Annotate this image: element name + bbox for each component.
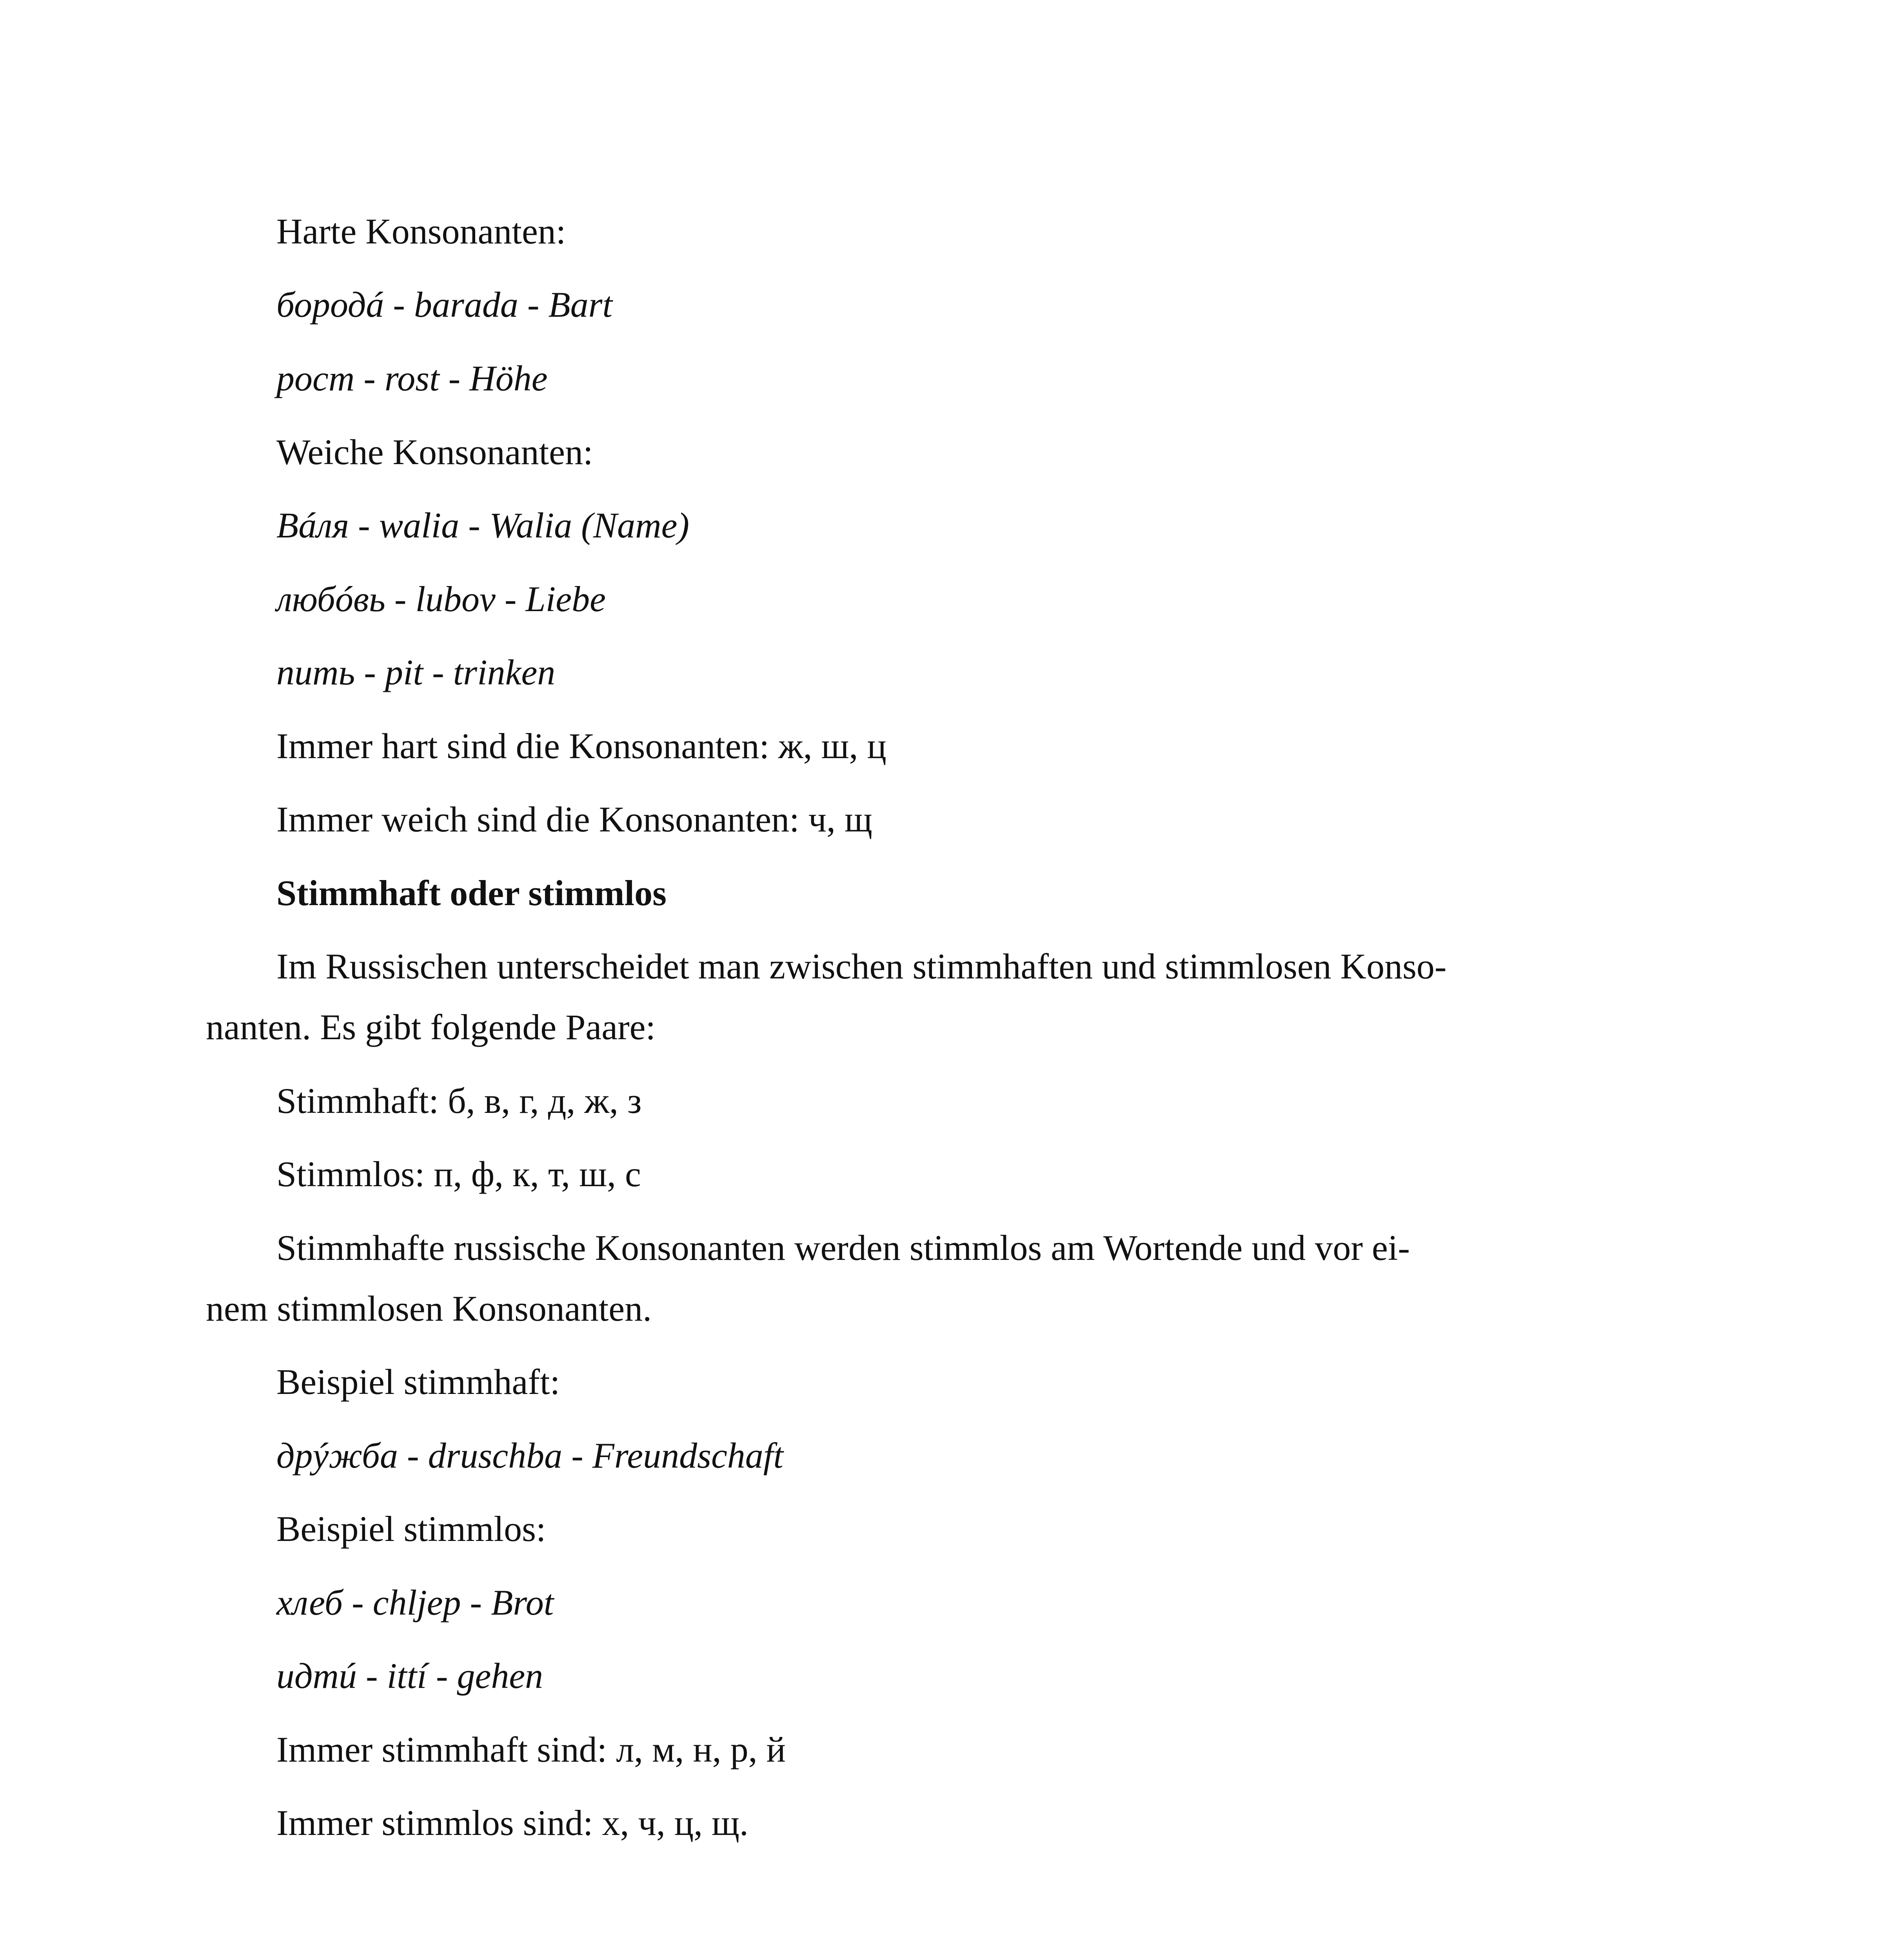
text-line-stimmhaft-pairs: Stimmhaft: б, в, г, д, ж, з <box>276 1081 642 1121</box>
example-line-lubov: любóвь - lubov - Liebe <box>276 579 606 619</box>
text-line-beispiel-stimmlos: Beispiel stimmlos: <box>276 1509 546 1549</box>
text-line-beispiel-stimmhaft: Beispiel stimmhaft: <box>276 1362 560 1402</box>
example-line-pit: пить - pit - trinken <box>276 652 556 692</box>
paragraph-line: nem stimmlosen Konsonanten. <box>206 1289 652 1328</box>
text-line-immer-weich: Immer weich sind die Konsonanten: ч, щ <box>276 799 872 839</box>
example-line-druzhba: дрýжба - druschba - Freundschaft <box>276 1436 783 1475</box>
section-heading: Stimmhaft oder stimmlos <box>276 873 667 913</box>
text-line-immer-stimmhaft: Immer stimmhaft sind: л, м, н, р, й <box>276 1730 786 1769</box>
text-line-immer-hart: Immer hart sind die Konsonanten: ж, ш, ц <box>276 726 887 766</box>
text-line-immer-stimmlos: Immer stimmlos sind: х, ч, ц, щ. <box>276 1803 748 1843</box>
example-line-khleb: хлеб - chljep - Brot <box>276 1583 554 1622</box>
text-line-weiche-konsonanten: Weiche Konsonanten: <box>276 432 593 472</box>
text-line-stimmlos-pairs: Stimmlos: п, ф, к, т, ш, с <box>276 1154 641 1194</box>
text-line-harte-konsonanten: Harte Konsonanten: <box>276 211 566 251</box>
paragraph-line: nanten. Es gibt folgende Paare: <box>206 1007 656 1047</box>
example-line-boroda: бородá - barada - Bart <box>276 285 613 325</box>
example-line-valia: Вáля - walia - Walia (Name) <box>276 505 690 545</box>
example-line-rost: рост - rost - Höhe <box>276 358 548 398</box>
paragraph-line: Stimmhafte russische Konsonanten werden stimmlos am Wortende und vor ei- <box>276 1228 1410 1268</box>
example-line-idti: идтú - ittí - gehen <box>276 1656 543 1696</box>
paragraph-line: Im Russischen unterscheidet man zwischen stimmhaften und stimmlosen Konso- <box>276 946 1447 986</box>
